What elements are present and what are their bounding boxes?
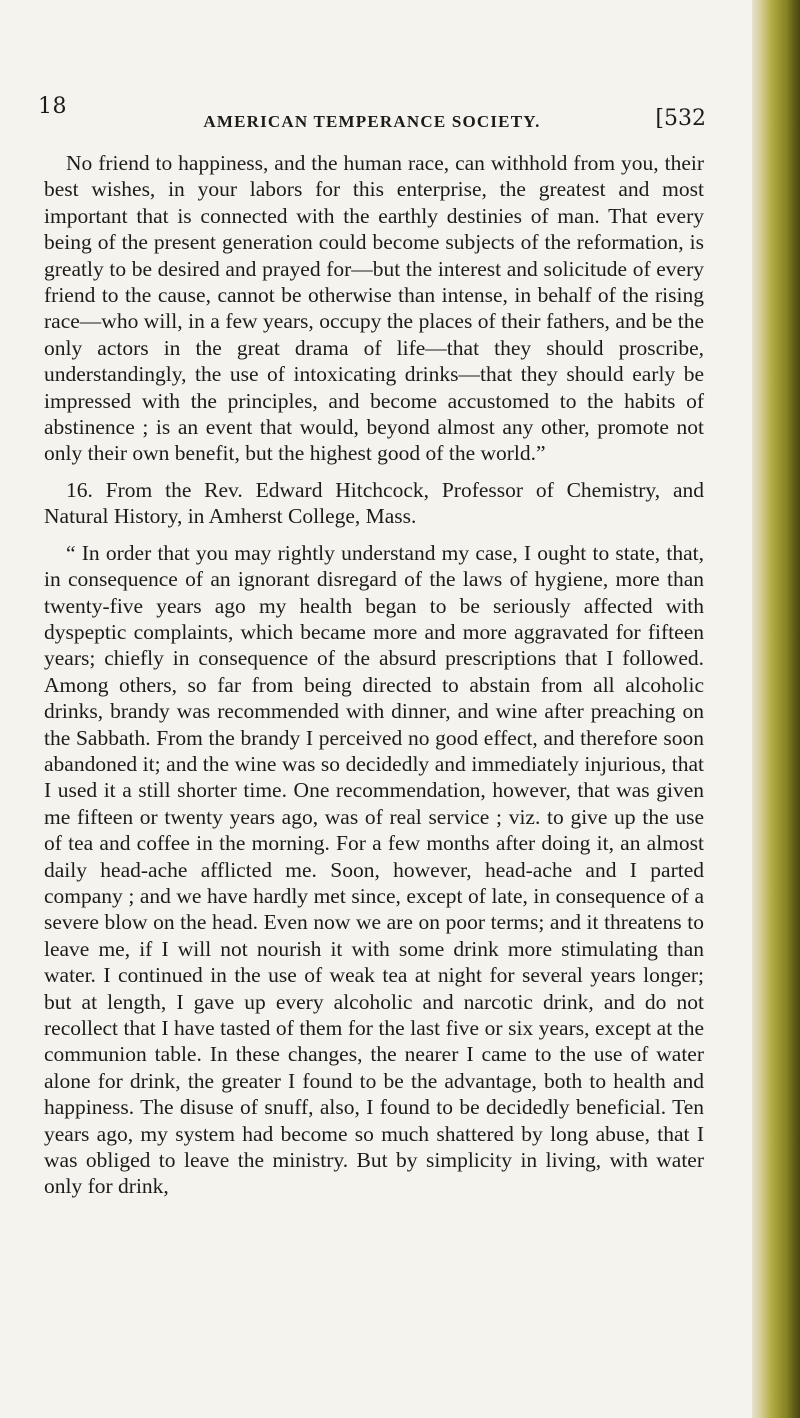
paragraph: “ In order that you may rightly understand my case, I ought to state, that, in consequence of an ignorant disregard of the laws of hygiene, more than twenty-five years ago my health began to be seriously affected with dyspeptic complaints, which became more and more aggravated for fifteen years; chiefly in consequence of the absurd prescriptions that I followed. Among others, so far from being directed to abstain from all alcoholic drinks, brandy was recommended with dinner, and wine after preaching on the Sabbath. From the brandy I perceived no good effect, and therefore soon abandoned it; and the wine was so decidedly and immediately injurious, that I used it a still shorter time. One recommendation, however, that was given me fifteen or twenty years ago, was of real service ; viz. to give up the use of tea and coffee in the morning. For a few months after doing it, an almost daily head-ache afflicted me. Soon, however, head-ache and I parted company ; and we have hardly met since, except of late, in consequence of a severe blow on the head. Even now we are on poor terms; and it threatens to leave me, if I will not nourish it with some drink more stimulating than water. I continued in the use of weak tea at night for several years longer; but at length, I gave up every alcoholic and narcotic drink, and do not recollect that I have tasted of them for the last five or six years, except at the communion table. In these changes, the nearer I came to the use of water alone for drink, the greater I found to be the advantage, both to health and happiness. The disuse of snuff, also, I found to be decidedly beneficial. Ten years ago, my system had become so much shattered by long abuse, that I was obliged to leave the ministry. But by simplicity in living, with water only for drink, — [44, 540, 704, 1199]
page-number: 18 — [38, 94, 67, 119]
binding-shadow — [786, 0, 800, 1418]
running-head: AMERICAN TEMPERANCE SOCIETY. — [203, 112, 541, 131]
paragraph: 16. From the Rev. Edward Hitchcock, Professor of Chemistry, and Natural History, in Amherst College, Mass. — [44, 477, 704, 529]
section-reference: [532 — [655, 106, 706, 131]
body-text — [44, 150, 704, 1200]
paragraph: No friend to happiness, and the human race, can withhold from you, their best wishes, in your labors for this enterprise, the greatest and most important that is connected with the earthly destinies of man. That every being of the present generation could become subjects of the reformation, is greatly to be desired and prayed for—but the interest and solicitude of every friend to the cause, cannot be otherwise than intense, in behalf of the rising race—who will, in a few years, occupy the places of their fathers, and be the only actors in the great drama of life—that they should proscribe, understandingly, the use of intoxicating drinks—that they should early be impressed with the principles, and become accustomed to the habits of abstinence ; is an event that would, beyond almost any other, promote not only their own benefit, but the highest good of the world.” — [44, 151, 704, 466]
page-header — [38, 94, 706, 144]
